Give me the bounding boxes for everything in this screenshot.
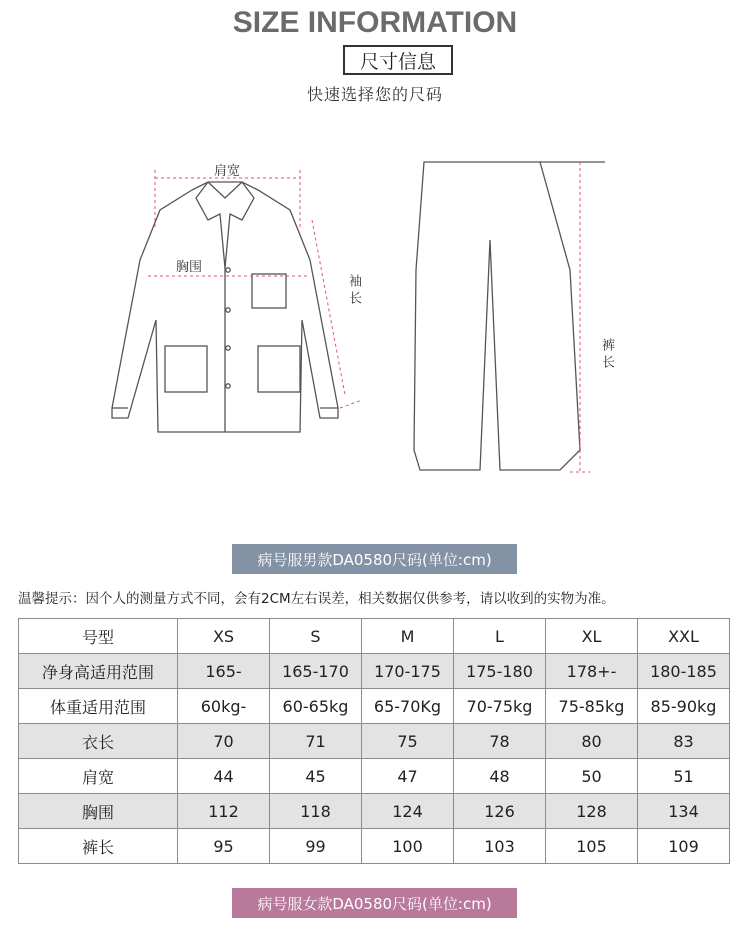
row-header: 体重适用范围 [19,689,178,724]
tagline: 快速选择您的尺码 [306,85,443,104]
row-header: 裤长 [19,829,178,864]
table-cell: 170-175 [362,654,454,689]
table-cell: XXL [638,619,730,654]
table-cell: 165-170 [270,654,362,689]
row-header: 胸围 [19,794,178,829]
table-cell: 95 [178,829,270,864]
table-cell: 134 [638,794,730,829]
table-cell: 47 [362,759,454,794]
table-cell: 70-75kg [454,689,546,724]
table-row [19,654,730,689]
table-cell: 78 [454,724,546,759]
table-row [19,724,730,759]
table-row [19,619,730,654]
table-cell: 60kg- [178,689,270,724]
jacket-measure-lines [148,170,362,408]
table-cell: 99 [270,829,362,864]
table-cell: XS [178,619,270,654]
size-table [18,618,730,864]
table-row [19,829,730,864]
garment-drawing [100,150,620,490]
table-cell: 175-180 [454,654,546,689]
table-cell: 80 [546,724,638,759]
table-cell: 124 [362,794,454,829]
table-row [19,794,730,829]
pants-length-label: 裤长 [599,338,614,372]
table-cell: 45 [270,759,362,794]
sleeve-label: 袖长 [346,274,361,308]
row-header: 号型 [19,619,178,654]
table-row [19,689,730,724]
male-size-banner: 病号服男款DA0580尺码(单位:cm) [232,544,517,574]
jacket-drawing [112,182,338,432]
table-cell: 85-90kg [638,689,730,724]
table-cell: 71 [270,724,362,759]
table-cell: 51 [638,759,730,794]
table-cell: 60-65kg [270,689,362,724]
table-row [19,759,730,794]
table-cell: 65-70Kg [362,689,454,724]
table-cell: 44 [178,759,270,794]
table-cell: 109 [638,829,730,864]
table-cell: 118 [270,794,362,829]
row-header: 净身高适用范围 [19,654,178,689]
table-cell: 105 [546,829,638,864]
table-cell: 50 [546,759,638,794]
table-cell: 112 [178,794,270,829]
page-title: SIZE INFORMATION [232,6,518,39]
table-cell: 128 [546,794,638,829]
table-cell: 75-85kg [546,689,638,724]
row-header: 衣长 [19,724,178,759]
chest-label: 胸围 [176,260,203,275]
table-cell: 178+- [546,654,638,689]
table-cell: 100 [362,829,454,864]
table-cell: S [270,619,362,654]
pants-drawing [414,162,605,470]
female-size-banner: 病号服女款DA0580尺码(单位:cm) [232,888,517,918]
table-cell: 83 [638,724,730,759]
table-cell: 126 [454,794,546,829]
subtitle-box: 尺寸信息 [343,45,453,75]
notice-text: 温馨提示：因个人的测量方式不同，会有2CM左右误差，相关数据仅供参考，请以收到的实物为准。 [18,591,615,607]
table-cell: 70 [178,724,270,759]
table-cell: 103 [454,829,546,864]
table-cell: 180-185 [638,654,730,689]
table-cell: 165- [178,654,270,689]
table-cell: 48 [454,759,546,794]
garment-illustration [100,150,620,490]
shoulder-label: 肩宽 [214,164,241,179]
table-cell: M [362,619,454,654]
table-cell: 75 [362,724,454,759]
row-header: 肩宽 [19,759,178,794]
table-cell: L [454,619,546,654]
table-cell: XL [546,619,638,654]
